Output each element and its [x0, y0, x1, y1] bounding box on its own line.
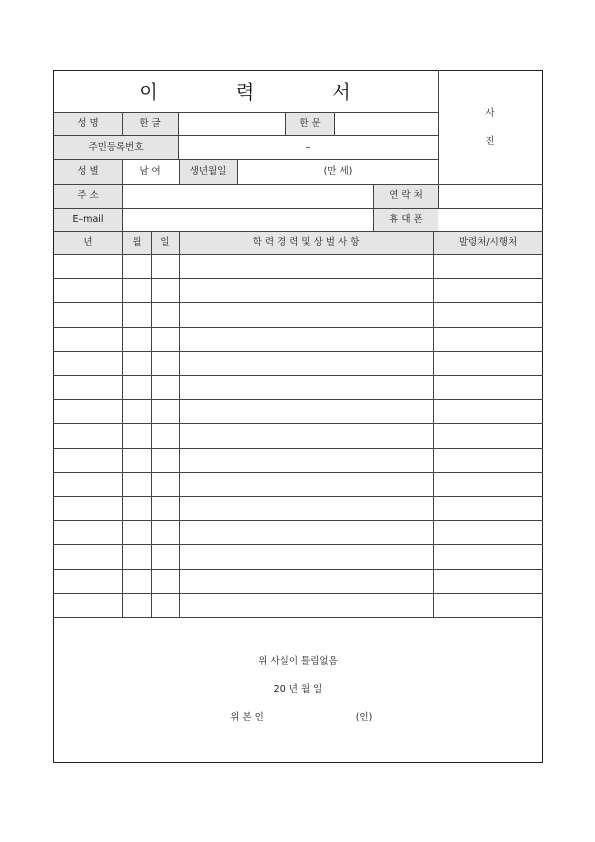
gender-label: 성 별 — [77, 166, 99, 177]
divider — [122, 184, 123, 231]
divider — [373, 184, 374, 231]
divider — [178, 112, 179, 135]
footer-divider — [53, 617, 543, 618]
divider — [53, 208, 543, 209]
footer-statement: 위 사실이 틀림없음 — [258, 656, 338, 667]
col-header-month: 월 — [132, 237, 142, 248]
table-row[interactable] — [54, 303, 542, 325]
divider — [285, 112, 286, 135]
table-row[interactable] — [54, 424, 542, 446]
hangul-label: 한 글 — [139, 118, 161, 129]
divider — [334, 112, 335, 135]
email-field[interactable] — [124, 210, 372, 230]
birth-label: 생년월일 — [189, 166, 227, 177]
table-row[interactable] — [54, 328, 542, 350]
table-row[interactable] — [54, 570, 542, 592]
footer-date-line: 20 년 월 일 — [273, 684, 323, 695]
birth-date-field[interactable] — [239, 161, 437, 183]
contact-label: 연 락 처 — [389, 190, 423, 201]
col-header-day: 일 — [160, 237, 170, 248]
table-row[interactable] — [54, 376, 542, 398]
table-row[interactable] — [54, 594, 542, 616]
page-title: 이 력 서 — [139, 81, 387, 104]
address-label: 주 소 — [77, 190, 99, 201]
mobile-field[interactable] — [440, 210, 542, 230]
signer-label: 위 본 인 — [230, 712, 264, 723]
divider — [53, 231, 543, 232]
contact-field[interactable] — [440, 186, 542, 207]
resident-separator: – — [305, 142, 311, 153]
divider — [179, 159, 180, 184]
age-text: (만 세) — [323, 166, 353, 177]
resident-number-field[interactable] — [180, 137, 437, 158]
mobile-label: 휴 대 폰 — [389, 214, 423, 225]
photo-divider — [438, 70, 439, 208]
table-row[interactable] — [54, 521, 542, 543]
hanja-label: 한 문 — [299, 118, 321, 129]
table-row[interactable] — [54, 497, 542, 519]
divider — [122, 159, 123, 184]
seal-mark: (인) — [355, 712, 373, 723]
resident-label: 주민등록번호 — [88, 142, 144, 153]
table-row[interactable] — [54, 255, 542, 277]
email-label: E–mail — [72, 214, 104, 225]
col-header-issuer: 발령처/시행처 — [458, 237, 518, 248]
divider — [53, 135, 439, 136]
divider — [53, 112, 439, 113]
table-row[interactable] — [54, 352, 542, 374]
divider — [53, 159, 439, 160]
table-row[interactable] — [54, 473, 542, 495]
address-field[interactable] — [124, 186, 372, 207]
divider — [122, 112, 123, 135]
table-row[interactable] — [54, 449, 542, 471]
divider — [178, 135, 179, 159]
col-header-content: 학 력 경 력 및 상 벌 사 항 — [252, 237, 360, 248]
gender-options[interactable]: 남 여 — [139, 166, 161, 177]
hangul-name-field[interactable] — [180, 114, 284, 134]
table-row[interactable] — [54, 545, 542, 567]
divider — [53, 184, 543, 185]
hanja-name-field[interactable] — [336, 114, 437, 134]
photo-label-2: 진 — [485, 136, 495, 147]
name-label: 성 명 — [77, 118, 99, 129]
col-header-year: 년 — [83, 237, 93, 248]
divider — [237, 159, 238, 184]
table-row[interactable] — [54, 279, 542, 301]
table-row[interactable] — [54, 400, 542, 422]
photo-label-1: 사 — [485, 108, 495, 119]
